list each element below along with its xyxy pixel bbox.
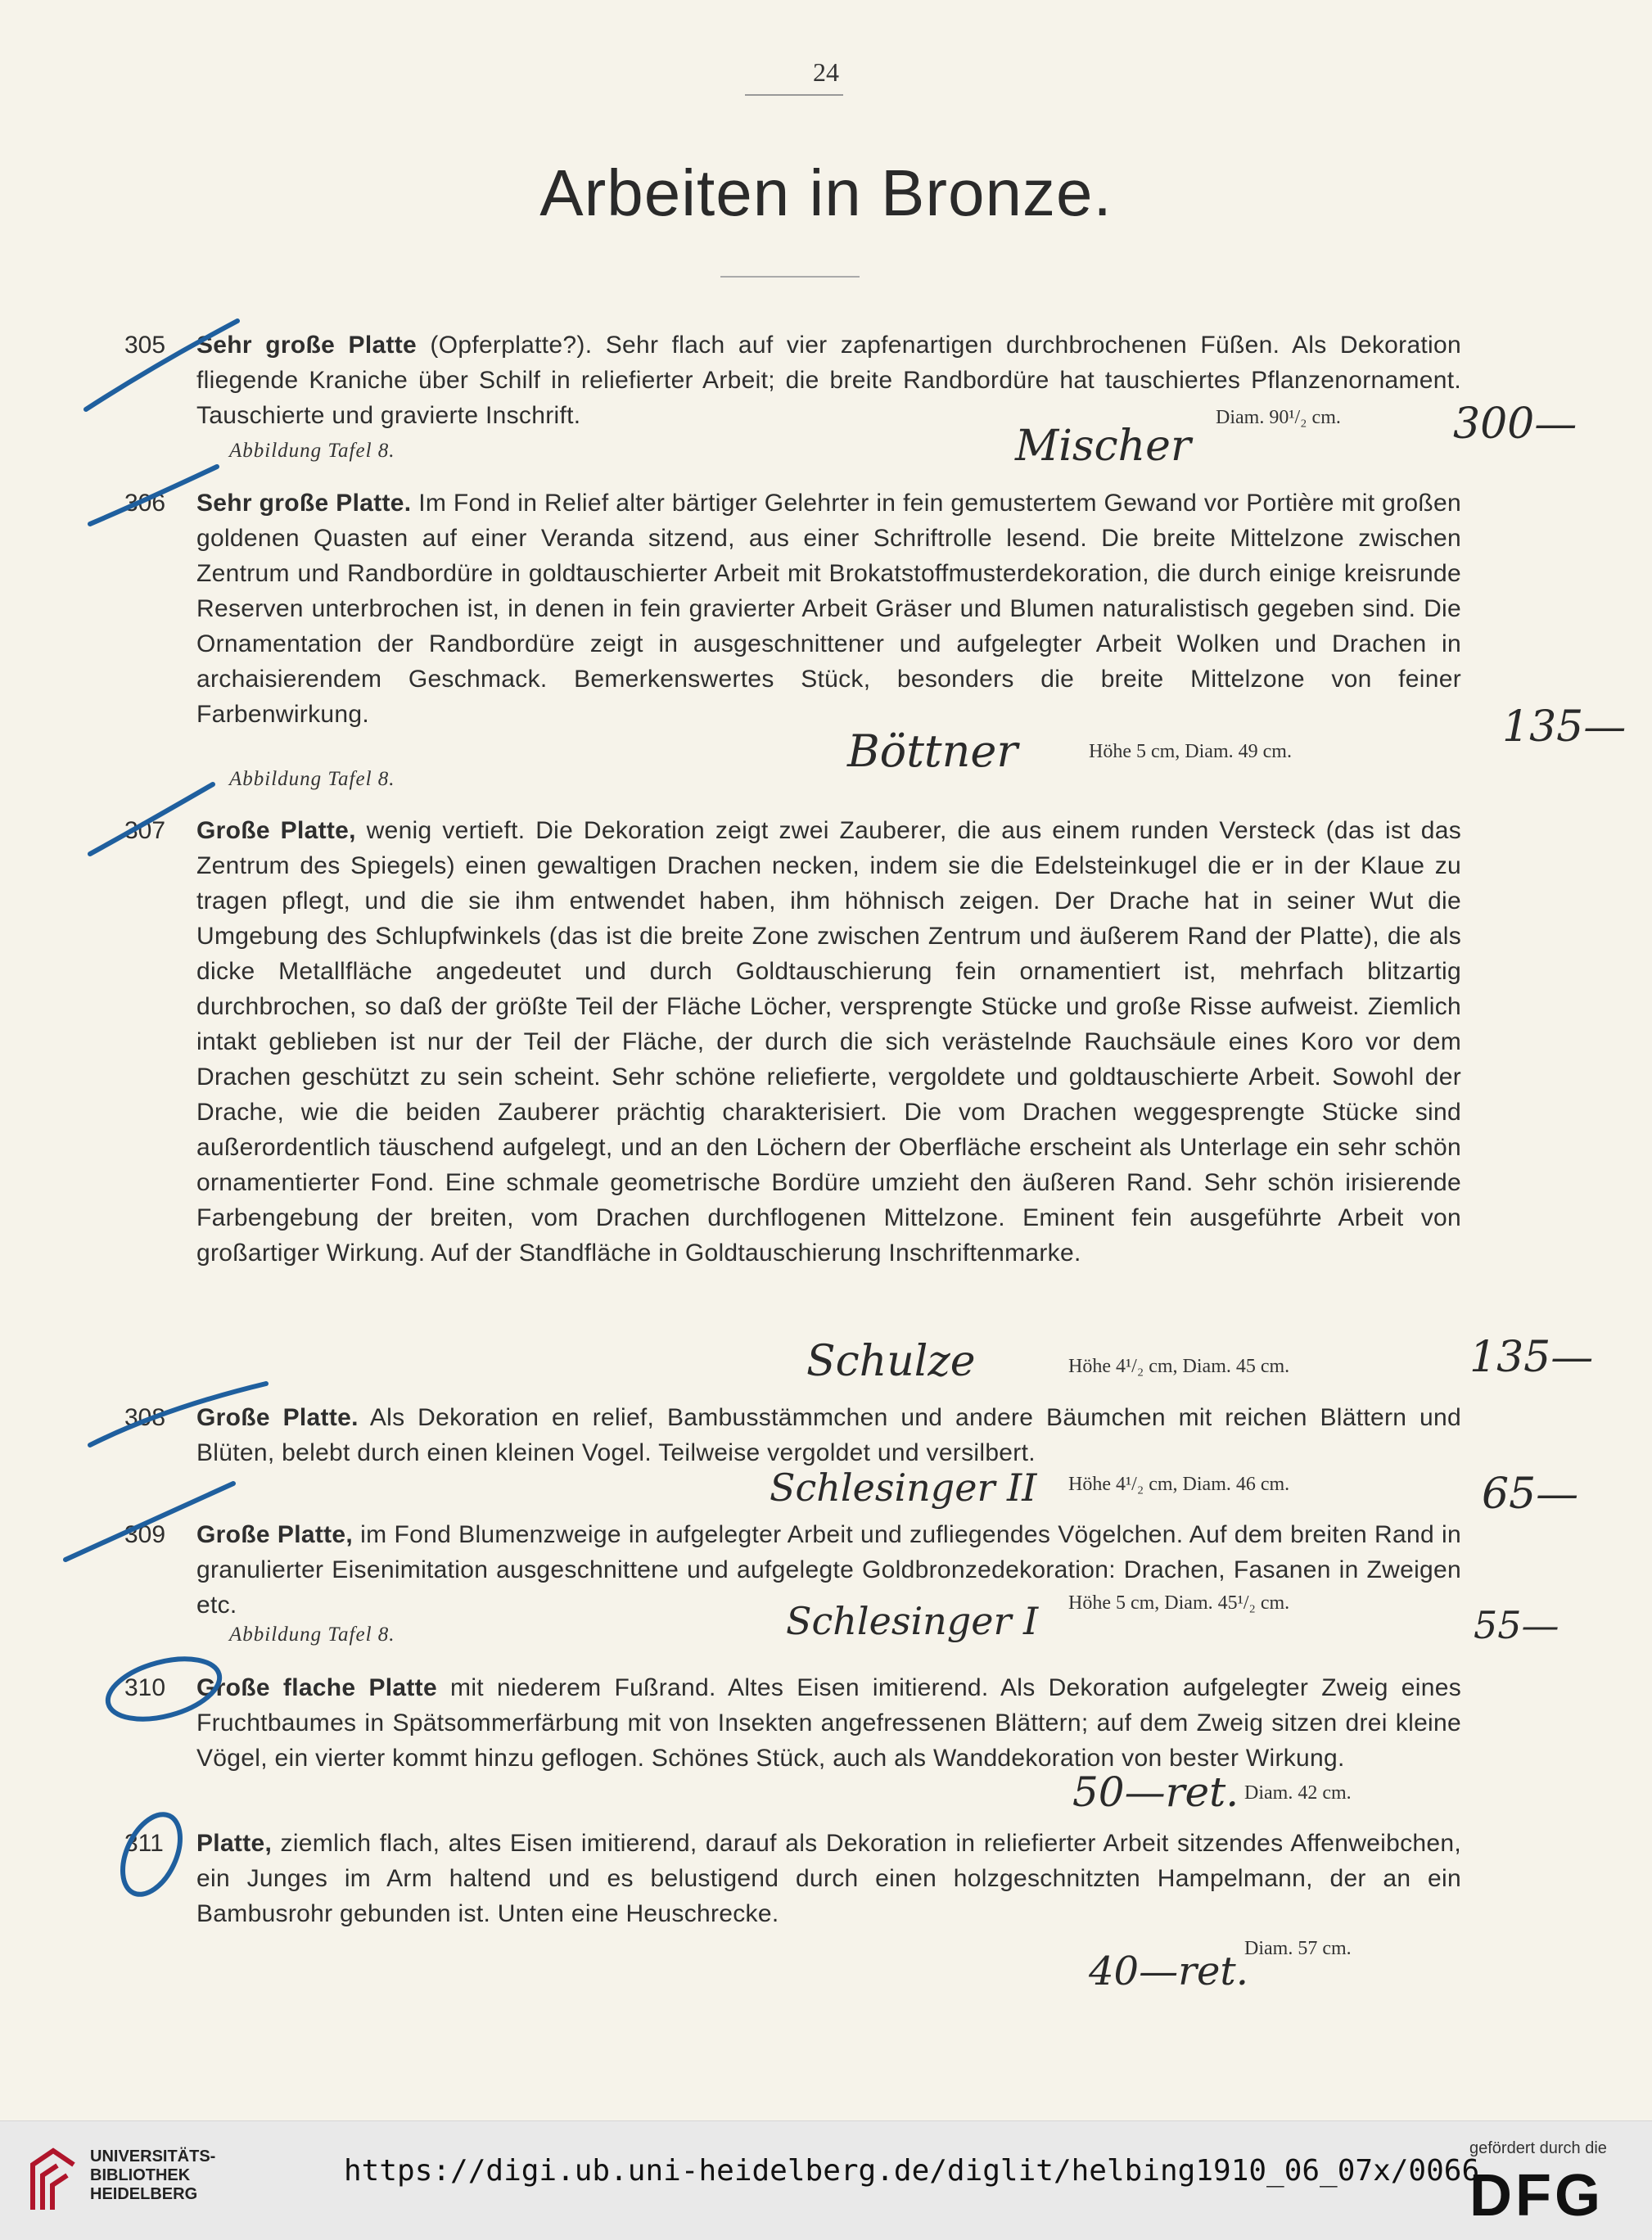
entry-heading: Große flache Platte [196,1674,437,1701]
page-title: Arbeiten in Bronze. [539,156,1113,229]
check-mark-309 [65,1484,233,1560]
entry-dimensions: Diam. 57 cm. [1244,1938,1352,1959]
buyer-annotation: Mischer [1015,422,1191,471]
entry-heading: Große Platte, [196,1521,354,1548]
entry-dimensions: Diam. 42 cm. [1244,1782,1352,1804]
entry-description: im Fond Blumenzweige in aufgelegter Arbeit und zufliegendes Vögelchen. Auf dem breiten Rand in granulierter Eisenimitation ausgeschnittene und aufgelegte Goldbronzedekoration: Drachen, Fasanen in Zweigen etc. [196,1521,1461,1619]
entry-illustration: Abbildung Tafel 8. [229,440,395,462]
source-url-link[interactable]: https://digi.ub.uni-heidelberg.de/diglit/helbing1910_06_07x/0066 [344,2154,1480,2188]
entry-dimensions: Höhe 4¹/₂ cm, Diam. 46 cm. [1068,1474,1290,1495]
entry-number: 311 [124,1830,164,1857]
entry-number: 306 [124,490,166,517]
entry-number: 310 [124,1674,166,1701]
price-annotation: 55— [1474,1603,1559,1647]
check-mark-305 [86,321,237,409]
price-annotation: 135— [1502,702,1627,752]
entry-heading: Große Platte. [196,1404,359,1431]
circle-mark-311 [111,1805,192,1904]
entry-dimensions: Höhe 4¹/₂ cm, Diam. 45 cm. [1068,1356,1290,1377]
entry-dimensions: Diam. 90¹/₂ cm. [1216,407,1341,428]
price-annotation: 40—ret. [1089,1949,1248,1994]
entry-number: 305 [124,332,166,359]
price-annotation: 135— [1469,1333,1594,1382]
buyer-annotation: Schulze [806,1337,976,1386]
entry-heading: Große Platte, [196,817,356,844]
buyer-annotation: Schlesinger II [770,1465,1037,1510]
entry-heading: Sehr große Platte [196,332,418,359]
entry-illustration: Abbildung Tafel 8. [229,768,395,790]
footer-bar [0,2120,1652,2240]
entry-dimensions: Höhe 5 cm, Diam. 49 cm. [1089,741,1292,762]
buyer-annotation: Schlesinger I [786,1599,1039,1643]
price-annotation: 300— [1453,400,1578,449]
entry-description: wenig vertieft. Die Dekoration zeigt zwei Zauberer, die aus einem runden Versteck (das ist das Zentrum des Spiegels) einen gewaltigen Drachen necken, indem sie die Edelsteinkugel die er in der Klaue zu tragen pflegt, und die sie ihm entwendet haben, ihm höhnisch zeigen. Der Drache hat in seiner Wut die Umgebung des Schlupfwinkels (das ist die breite Zone zwischen Zentrum und äußerem Rand der Platte), die als dicke Metallfläche angedeutet und durch Goldtauschierung fein ornamentiert ist, mehrfach blitzartig durchbrochen, so daß der größte Teil der Fläche Löcher, versprengte Stücke und große Risse aufweist. Ziemlich intakt geblieben ist nur der Teil der Fläche, der durch die sich verästelnde Rauchsäule eines Koro vor dem Drachen geschützt zu sein scheint. Sehr schöne reliefierte, vergoldete und goldtauschierte Arbeit. Sowohl der Drache, wie die beiden Zauberer prächtig charakterisiert. Die vom Drachen weggesprengte Stücke sind außerordentlich täuschend aufgelegt, und an den Löchern der Oberfläche erscheint als Unterlage ein sehr schön ornamentierter Fond. Eine schmale geometrische Bordüre umzieht den äußeren Rand. Sehr schön irisierende Farbengebung der breiten, vom Drachen durchflogenen Mittelzone. Eminent fein ausgeführte Arbeit von großartiger Wirkung. Auf der Standfläche in Goldtauschierung Inschriftenmarke. [196,817,1461,1267]
check-mark-306 [90,467,217,524]
buyer-annotation: Böttner [847,725,1018,777]
entry-description: mit niederem Fußrand. Altes Eisen imitierend. Als Dekoration aufgelegter Zweig eines Fruchtbaumes in Spätsommerfärbung mit von Insekten angefressenen Blättern; auf dem Zweig sitzen drei kleine Vögel, ein vierter kommt hinzu geflogen. Schönes Stück, auch als Wanddekoration von bester Wirkung. [196,1674,1461,1772]
entry-description: Im Fond in Relief alter bärtiger Gelehrter in fein gemustertem Gewand vor Portière mit großen goldenen Quasten auf einer Veranda sitzend, aus einer Schriftrolle lesend. Die breite Mittelzone zwischen Zentrum und Randbordüre in goldtauschierter Arbeit mit Brokatstoffmusterdekoration, die durch einige kreisrunde Reserven unterbrochen ist, in denen in fein gravierter Arbeit Gräser und Blumen naturalistisch gegeben sind. Die Ornamentation der Randbordüre zeigt in ausgeschnittener und aufgelegter Arbeit Wolken und Drachen in archaisierendem Geschmack. Bemerkenswertes Stück, besonders die breite Mittelzone von feiner Farbenwirkung. [196,490,1461,728]
entry-number: 309 [124,1521,166,1548]
entry-illustration: Abbildung Tafel 8. [229,1624,395,1646]
dfg-logo: DFG [1469,2163,1604,2229]
entry-number: 307 [124,817,166,844]
entry-heading: Platte, [196,1830,273,1857]
check-mark-308 [90,1384,266,1445]
page-number: 24 [813,57,839,87]
funding-note: gefördert durch die [1469,2139,1607,2157]
price-annotation: 50—ret. [1072,1768,1239,1816]
entry-number: 308 [124,1404,166,1431]
check-mark-307 [90,784,213,854]
entry-dimensions: Höhe 5 cm, Diam. 45¹/₂ cm. [1068,1592,1290,1614]
circle-mark-310 [102,1648,226,1730]
entry-description: Als Dekoration en relief, Bambusstämmchen und andere Bäumchen mit reichen Blättern und Blüten, belebt durch einen kleinen Vogel. Teilweise vergoldet und versilbert. [196,1404,1461,1466]
price-annotation: 65— [1482,1470,1579,1519]
entry-description: ziemlich flach, altes Eisen imitierend, darauf als Dekoration in reliefierter Arbeit sitzendes Affenweibchen, ein Junges im Arm haltend und es belustigend durch einen holzgeschnitzten Hampelmann, der an ein Bambusrohr gebunden ist. Unten eine Heuschrecke. [196,1830,1461,1927]
entry-description: (Opferplatte?). Sehr flach auf vier zapfenartigen durchbrochenen Füßen. Als Dekoration fliegende Kraniche über Schilf in reliefierter Arbeit; die breite Randbordüre hat tauschiertes Pflanzenornament. Tauschierte und gravierte Inschrift. [196,332,1461,429]
university-library-logo-icon [25,2144,82,2218]
library-name: UNIVERSITÄTS- BIBLIOTHEK HEIDELBERG [90,2147,216,2203]
entry-heading: Sehr große Platte. [196,490,412,517]
